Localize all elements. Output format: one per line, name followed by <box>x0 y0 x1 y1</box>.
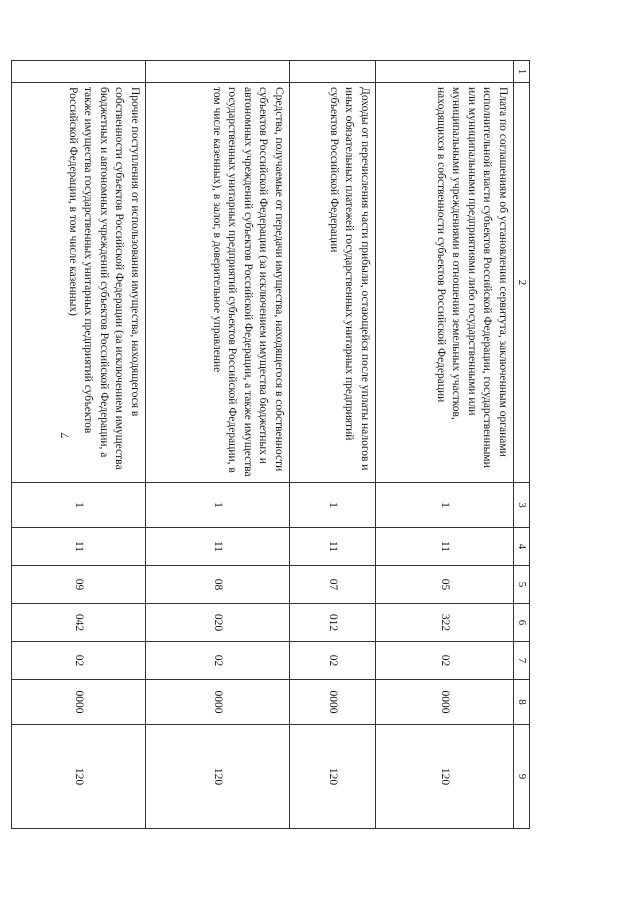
cell-col-5: 05 <box>376 566 514 604</box>
cell-col-1 <box>376 61 514 83</box>
cell-col-5: 08 <box>146 566 290 604</box>
cell-col-9: 120 <box>12 725 146 829</box>
cell-col-5: 09 <box>12 566 146 604</box>
cell-col-7: 02 <box>290 642 376 680</box>
rotated-table-container <box>57 60 530 828</box>
header-cell: 7 <box>514 642 530 680</box>
cell-col-8: 0000 <box>12 680 146 725</box>
table-row <box>290 61 376 829</box>
table-row <box>376 61 514 829</box>
cell-name: Доходы от перечисления части прибыли, остающейся после уплаты налогов и иных обязательных платежей государственных унитарных предприятий субъектов Российской Федерации <box>290 83 376 483</box>
cell-name: Прочие поступления от использования имущества, находящегося в собственности субъектов Российской Федерации (за исключением имущества бюджетных и автономных учреждений субъектов Российской Федерации, а также имущества государственных унитарных предприятий субъектов Российской Федерации, в том числе казенных) <box>12 83 146 483</box>
cell-col-1 <box>12 61 146 83</box>
cell-col-8: 0000 <box>146 680 290 725</box>
header-cell: 3 <box>514 483 530 528</box>
header-cell: 9 <box>514 725 530 829</box>
header-cell: 4 <box>514 528 530 566</box>
cell-name: Плата по соглашениям об установлении сервитута, заключенным органами исполнительной власти субъектов Российской Федерации, государственными или муниципальными предприятиями либо государственными или муниципальными учреждениями в отношении земельных участков, находящихся в собственности субъектов Российской Федерации <box>376 83 514 483</box>
header-row <box>514 61 530 829</box>
cell-col-6: 042 <box>12 604 146 642</box>
cell-col-4: 11 <box>376 528 514 566</box>
header-cell: 2 <box>514 83 530 483</box>
cell-col-8: 0000 <box>376 680 514 725</box>
cell-col-4: 11 <box>290 528 376 566</box>
cell-name: Средства, получаемые от передачи имущества, находящегося в собственности субъектов Российской Федерации (за исключением имущества бюджетных и автономных учреждений субъектов Российской Федерации, а также имущества государственных унитарных предприятий субъектов Российской Федерации, в том числе казенных), в залог, в доверительное управление <box>146 83 290 483</box>
cell-col-9: 120 <box>146 725 290 829</box>
cell-col-1 <box>290 61 376 83</box>
cell-col-3: 1 <box>290 483 376 528</box>
cell-col-6: 012 <box>290 604 376 642</box>
table-row <box>12 61 146 829</box>
header-cell: 8 <box>514 680 530 725</box>
cell-col-4: 11 <box>146 528 290 566</box>
cell-col-7: 02 <box>12 642 146 680</box>
cell-col-3: 1 <box>12 483 146 528</box>
page-number: 7 <box>57 432 72 439</box>
cell-col-9: 120 <box>376 725 514 829</box>
cell-col-4: 11 <box>12 528 146 566</box>
cell-col-7: 02 <box>146 642 290 680</box>
header-cell: 5 <box>514 566 530 604</box>
cell-col-6: 020 <box>146 604 290 642</box>
header-cell: 1 <box>514 61 530 83</box>
cell-col-5: 07 <box>290 566 376 604</box>
cell-col-9: 120 <box>290 725 376 829</box>
cell-col-1 <box>146 61 290 83</box>
cell-col-3: 1 <box>146 483 290 528</box>
table-row <box>146 61 290 829</box>
cell-col-6: 322 <box>376 604 514 642</box>
cell-col-7: 02 <box>376 642 514 680</box>
budget-classification-table <box>11 60 530 829</box>
cell-col-8: 0000 <box>290 680 376 725</box>
header-cell: 6 <box>514 604 530 642</box>
cell-col-3: 1 <box>376 483 514 528</box>
